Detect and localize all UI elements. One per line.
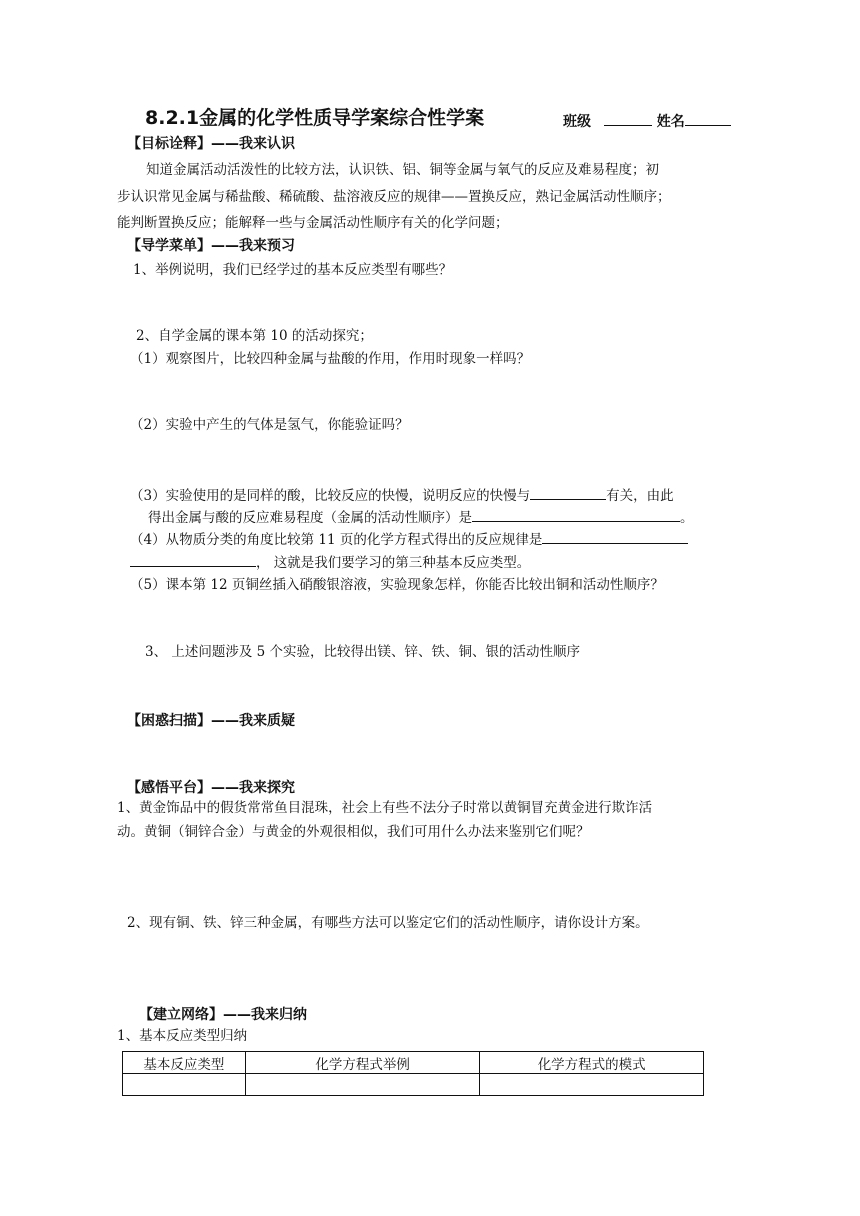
explore-heading: 【感悟平台】——我来探究 xyxy=(127,780,295,796)
goal-heading: 【目标诠释】——我来认识 xyxy=(127,136,295,152)
table-cell[interactable] xyxy=(123,1074,246,1096)
name-blank[interactable] xyxy=(685,111,731,126)
preview-q3: 3、 上述问题涉及 5 个实验，比较得出镁、锌、铁、铜、银的活动性顺序 xyxy=(145,644,581,660)
table-cell[interactable] xyxy=(480,1074,704,1096)
preview-q2-3-text-b: 有关，由此 xyxy=(606,488,674,504)
preview-q2-4-line2 xyxy=(130,552,530,573)
explore-q1-line2: 动。黄铜（铜锌合金）与黄金的外观很相似，我们可用什么办法来鉴别它们呢？ xyxy=(117,824,590,840)
goal-line-3: 能判断置换反应；能解释一些与金属活动性顺序有关的化学问题； xyxy=(117,215,509,231)
class-blank[interactable] xyxy=(604,111,652,126)
goal-line-1: 知道金属活动活泼性的比较方法，认识铁、铝、铜等金属与氧气的反应及难易程度；初 xyxy=(146,162,659,178)
preview-q2-4-text-b: ， 这就是我们要学习的第三种基本反应类型。 xyxy=(256,555,531,571)
goal-line-2: 步认识常见金属与稀盐酸、稀硫酸、盐溶液反应的规律——置换反应，熟记金属活动性顺序； xyxy=(117,189,671,205)
class-field xyxy=(563,111,731,131)
preview-q2-3-line2 xyxy=(148,507,694,528)
network-heading: 【建立网络】——我来归纳 xyxy=(139,1007,307,1023)
table-header-cell: 基本反应类型 xyxy=(123,1052,246,1074)
preview-q2-4-line1 xyxy=(130,529,688,550)
table-header-cell: 化学方程式举例 xyxy=(245,1052,480,1074)
reaction-type-table xyxy=(122,1051,704,1096)
table-header-row xyxy=(123,1052,704,1074)
answer-blank-rule-1[interactable] xyxy=(542,529,688,544)
name-label: 姓名 xyxy=(656,114,685,130)
table-header-cell: 化学方程式的模式 xyxy=(480,1052,704,1074)
explore-q2: 2、现有铜、铁、锌三种金属，有哪些方法可以鉴定它们的活动性顺序，请你设计方案。 xyxy=(127,915,649,931)
answer-blank-rule-2[interactable] xyxy=(130,552,256,567)
class-label: 班级 xyxy=(563,114,591,130)
preview-heading: 【导学菜单】——我来预习 xyxy=(127,238,295,254)
preview-q2-4-text-a: （4）从物质分类的角度比较第 11 页的化学方程式得出的反应规律是 xyxy=(130,532,543,548)
preview-q2-5: （5）课本第 12 页铜丝插入硝酸银溶液，实验现象怎样，你能否比较出铜和活动性顺序？ xyxy=(130,577,664,593)
preview-q2-2: （2）实验中产生的气体是氢气，你能验证吗？ xyxy=(130,417,409,433)
page-title: 8.2.1金属的化学性质导学案综合性学案 xyxy=(145,107,485,129)
preview-q1: 1、举例说明，我们已经学过的基本反应类型有哪些？ xyxy=(133,262,453,278)
explore-q1-line1: 1、黄金饰品中的假货常常鱼目混珠，社会上有些不法分子时常以黄铜冒充黄金进行欺诈活 xyxy=(117,800,653,816)
answer-blank-order[interactable] xyxy=(472,507,680,522)
table-cell[interactable] xyxy=(245,1074,480,1096)
preview-q2-3-line1 xyxy=(130,485,674,506)
preview-q2-3-text-a: （3）实验使用的是同样的酸，比较反应的快慢，说明反应的快慢与 xyxy=(130,488,531,504)
preview-q2-1: （1）观察图片，比较四种金属与盐酸的作用，作用时现象一样吗？ xyxy=(130,351,531,367)
preview-q2-3-text-c: 得出金属与酸的反应难易程度（金属的活动性顺序）是 xyxy=(148,510,472,526)
network-subheading: 1、基本反应类型归纳 xyxy=(117,1028,248,1044)
preview-q2-3-text-d: 。 xyxy=(680,510,694,526)
doubt-heading: 【困惑扫描】——我来质疑 xyxy=(127,713,295,729)
answer-blank-rate[interactable] xyxy=(530,485,606,500)
table-row xyxy=(123,1074,704,1096)
preview-q2: 2、自学金属的课本第 10 的活动探究； xyxy=(136,328,373,344)
